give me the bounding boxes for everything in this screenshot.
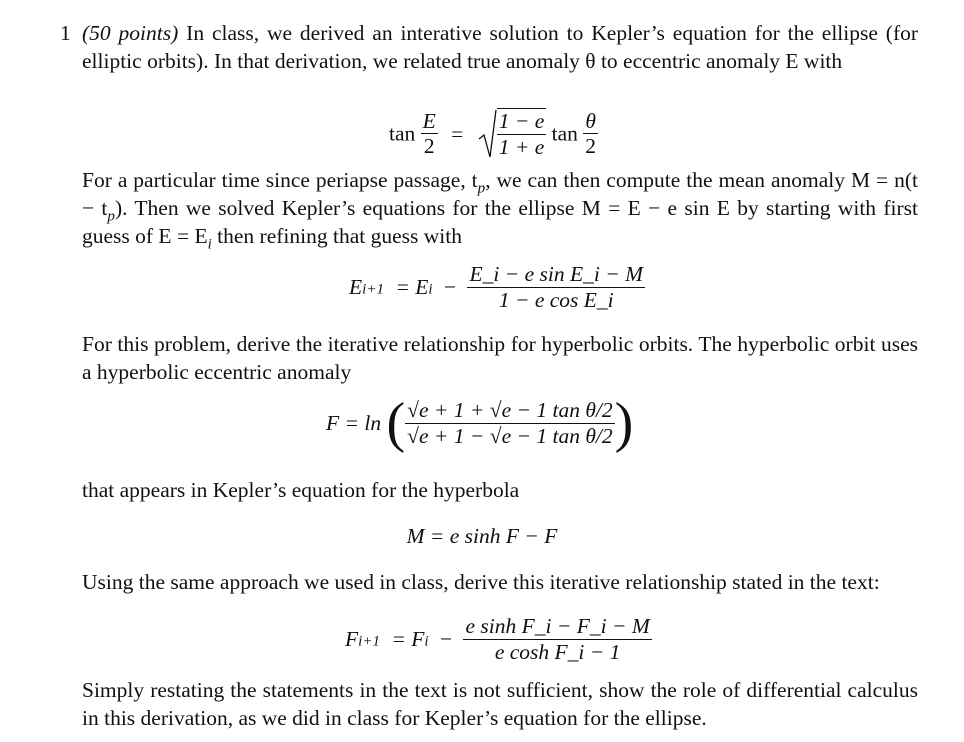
- equation-hyperbola-iteration: [0, 614, 964, 670]
- intro-paragraph: [82, 19, 918, 75]
- problem-number: 1: [60, 21, 71, 45]
- eq5-lhs-sub: i+1: [358, 633, 380, 650]
- eq2-den: 1 − e cos E_i: [498, 287, 614, 312]
- hyperbolic-paragraph: For this problem, derive the iterative relationship for hyperbolic orbits. The hyperbolic orbit uses a hyperbolic eccentric anomaly: [82, 332, 918, 384]
- eq1-rad-den: 1 + e: [498, 134, 545, 159]
- radical-sign-icon: [477, 109, 497, 159]
- eq3-fraction: [405, 398, 614, 448]
- eq3-num: √e + 1 + √e − 1 tan θ/2: [407, 398, 613, 422]
- para2-text-c: ). Then we solved Kepler’s equations for the ellipse M = E − e sin E by starting with first guess of E = E: [82, 196, 918, 248]
- para2-text-d: then refining that guess with: [211, 224, 462, 248]
- eq2-fraction: [467, 262, 645, 312]
- para2-sub-p2: p: [107, 208, 115, 225]
- eq3-lhs: F = ln: [326, 411, 382, 436]
- eq5-lhs: F: [345, 627, 359, 652]
- eq5-num: e sinh F_i − F_i − M: [465, 614, 650, 638]
- eq2-mid: = E: [395, 275, 429, 300]
- para2-sub-i: i: [207, 236, 212, 253]
- para2-text-a: For a particular time since periapse passage, t: [82, 168, 478, 192]
- para2-sub-p: p: [477, 180, 486, 197]
- eq1-lhs-num: E: [422, 108, 436, 133]
- eq1-lhs-fraction: [421, 109, 438, 159]
- para2-text-b: , we can then compute the mean anomaly M = n(t − t: [82, 168, 918, 220]
- eq5-minus: −: [439, 627, 453, 652]
- eq5-mid: = F: [391, 627, 425, 652]
- equation-kepler-hyperbola: [0, 522, 964, 550]
- right-paren-icon: ): [614, 392, 634, 455]
- eq1-lhs-den: 2: [423, 134, 435, 159]
- eq5-den: e cosh F_i − 1: [494, 639, 621, 664]
- eq2-num: E_i − e sin E_i − M: [469, 262, 644, 286]
- eq1-rhs-den: 2: [585, 134, 597, 159]
- intro-text: In class, we derived an interative solution to Kepler’s equation for the ellipse (for elliptic orbits). In that derivation, we related true anomaly θ to eccentric anomaly E with: [82, 21, 919, 73]
- eq1-rad-num: 1 − e: [498, 109, 545, 133]
- eq5-fraction: [463, 614, 651, 664]
- instructions-paragraph: Simply restating the statements in the text is not sufficient, show the role of differential calculus in this derivation, as we did in class for Kepler’s equation for the ellipse.: [82, 678, 918, 730]
- eq1-rhs-tan: tan: [551, 121, 578, 146]
- eq2-lhs: E: [349, 275, 363, 300]
- equation-ellipse-iteration: [0, 262, 964, 318]
- approach-paragraph: Using the same approach we used in class, derive this iterative relationship stated in the text:: [82, 570, 880, 594]
- eq4-text: M = e sinh F − F: [406, 524, 558, 548]
- eq1-lhs-tan: tan: [389, 121, 416, 146]
- eq3-den: √e + 1 − √e − 1 tan θ/2: [407, 423, 613, 448]
- left-paren-icon: (: [386, 392, 406, 455]
- equation-tan-half-angle: tan $\frac{E}{2}$ = $\frac{1 - e}{1 + e}$ tan $\frac{\theta}{2}$: [389, 108, 597, 159]
- eq2-mid-sub: i: [428, 281, 433, 298]
- eq5-mid-sub: i: [424, 633, 429, 650]
- eq1-rhs-num: θ: [583, 109, 598, 135]
- points-label: (50 points): [82, 21, 179, 45]
- kepler-hyperbola-paragraph: that appears in Kepler’s equation for the hyperbola: [82, 478, 520, 502]
- periapse-paragraph: [82, 166, 918, 253]
- eq1-sqrt: [477, 108, 547, 159]
- eq1-rhs-fraction: [583, 109, 598, 159]
- eq2-lhs-sub: i+1: [362, 281, 384, 298]
- eq2-minus: −: [443, 275, 457, 300]
- equation-hyperbolic-anomaly: [0, 392, 964, 464]
